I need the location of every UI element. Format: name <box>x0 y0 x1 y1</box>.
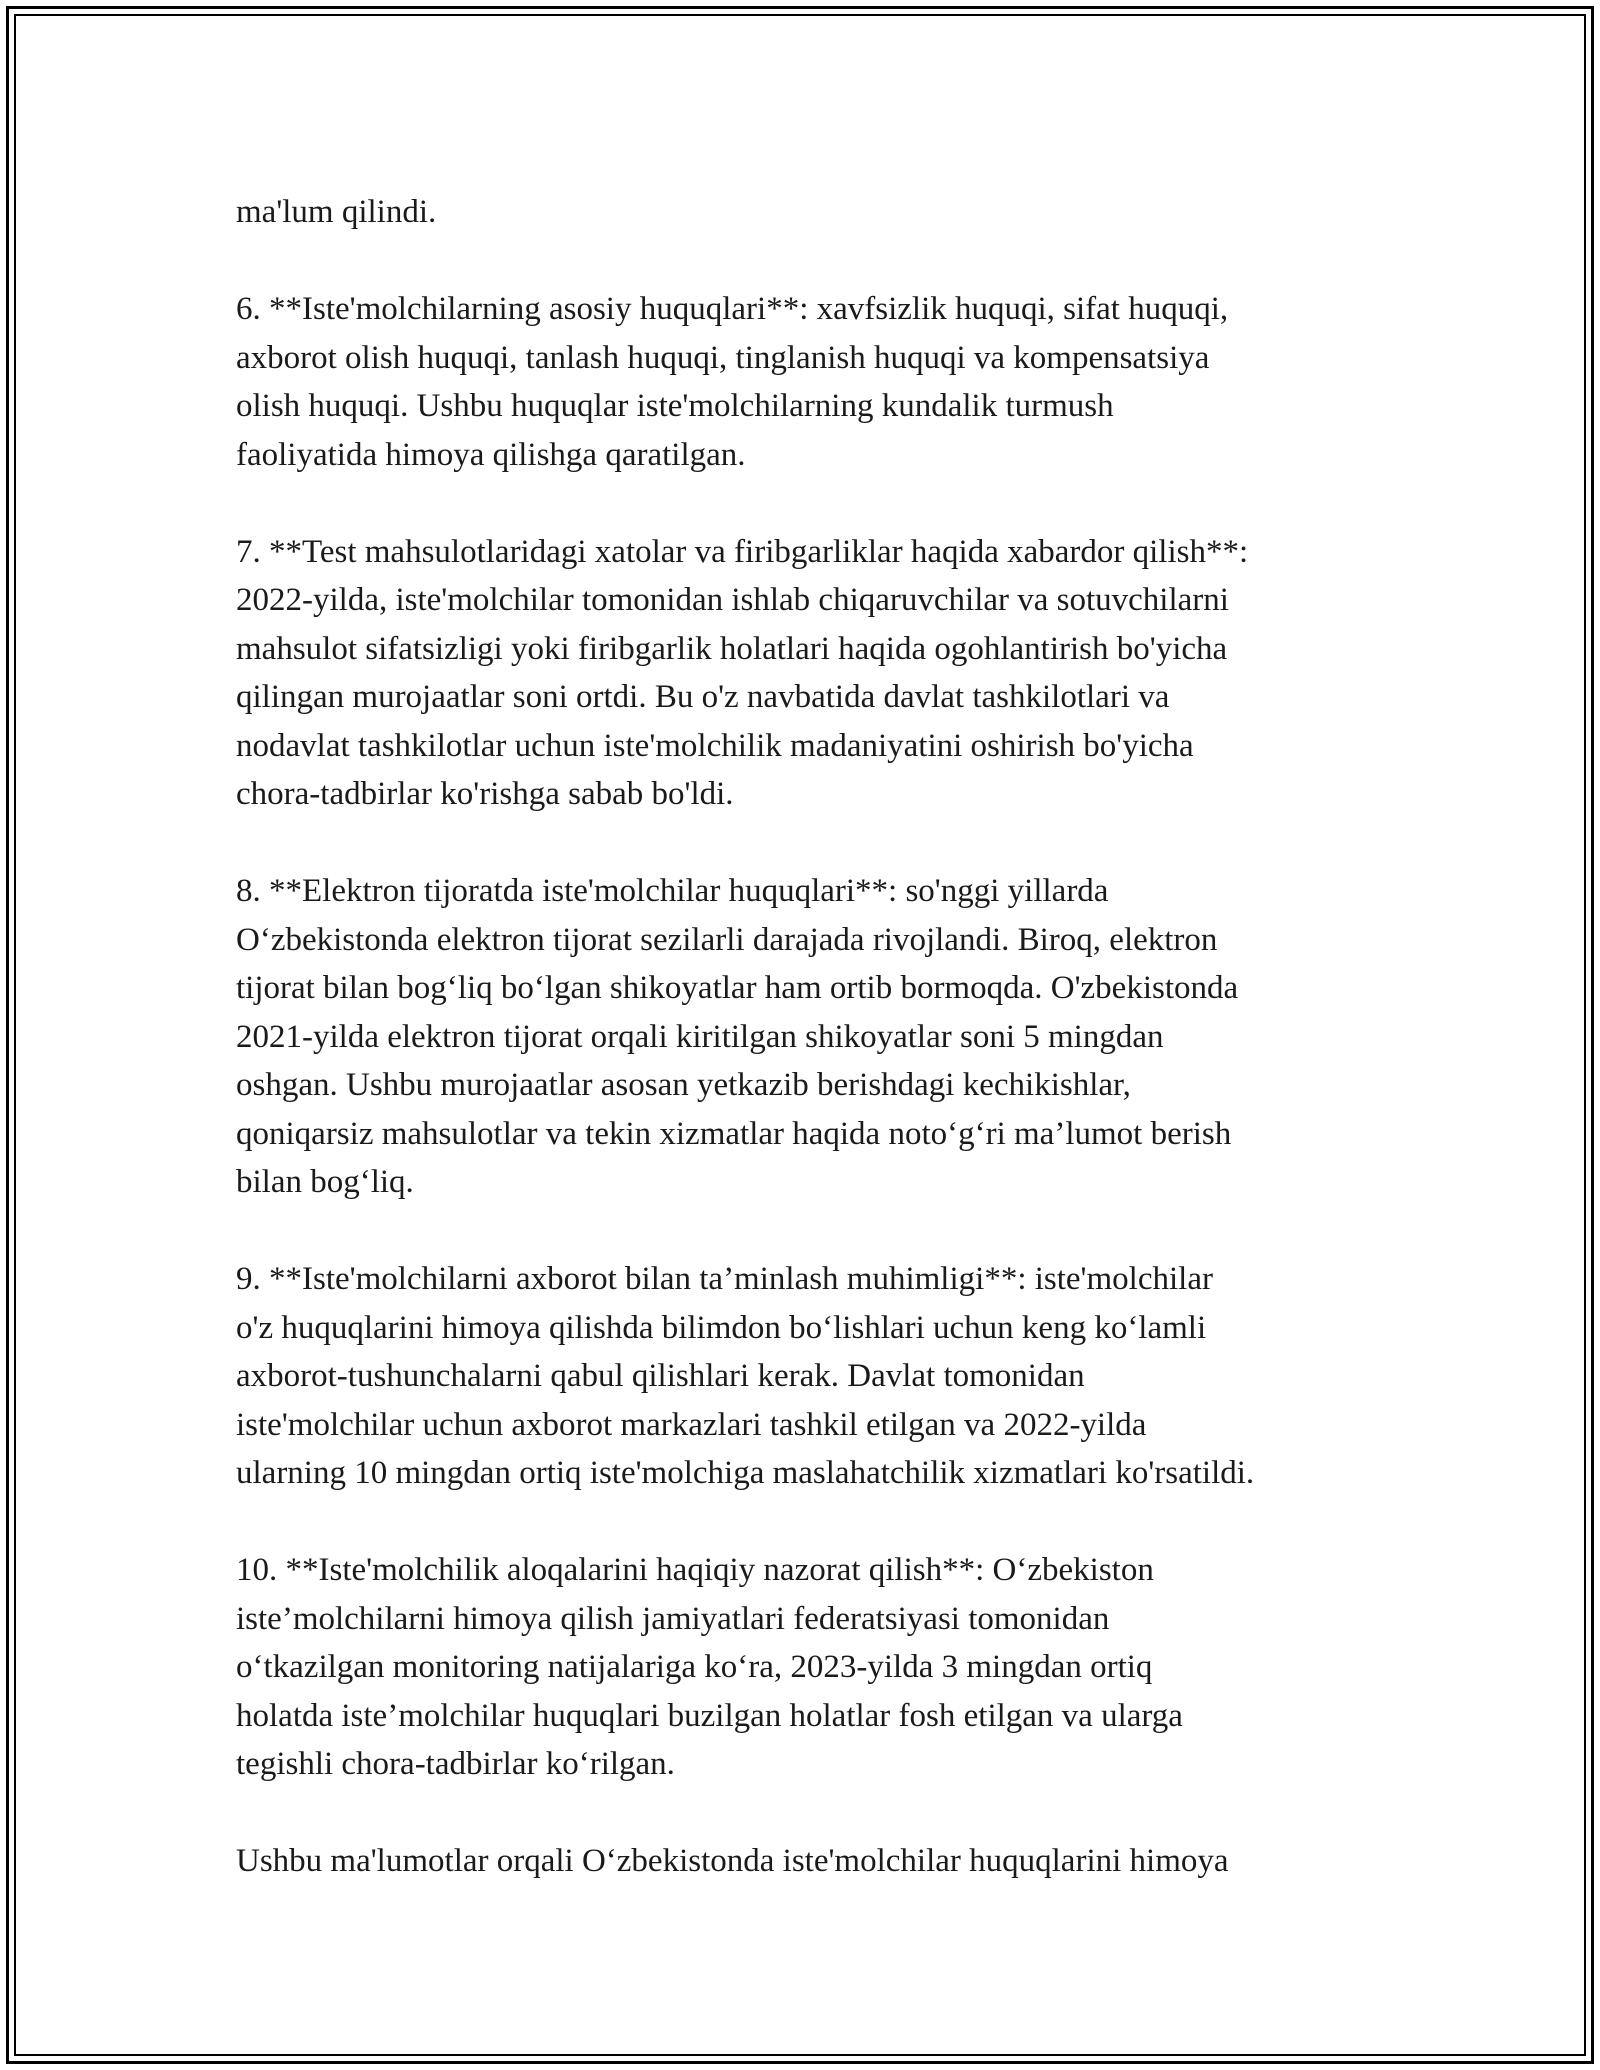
paragraph-conclusion: Ushbu ma'lumotlar orqali O‘zbekistonda iste'molchilar huquqlarini himoya <box>236 1843 1229 1879</box>
document-body <box>236 188 1376 1934</box>
paragraph-item-9: 9. **Iste'molchilarni axborot bilan ta’minlash muhimligi**: iste'molchilar o'z huquqlarini himoya qilishda bilimdon bo‘lishlari uchun keng ko‘lamli axborot-tushunchalarni qabul qilishlari kerak. Davlat tomonidan iste'molchilar uchun axborot markazlari tashkil etilgan va 2022-yilda ularning 10 mingdan ortiq iste'molchiga maslahatchilik xizmatlari ko'rsatildi. <box>236 1261 1255 1491</box>
paragraph-item-8: 8. **Elektron tijoratda iste'molchilar huquqlari**: so'nggi yillarda O‘zbekistonda elektron tijorat sezilarli darajada rivojlandi. Biroq, elektron tijorat bilan bog‘liq bo‘lgan shikoyatlar ham ortib bormoqda. O'zbekistonda 2021-yilda elektron tijorat orqali kiritilgan shikoyatlar soni 5 mingdan oshgan. Ushbu murojaatlar asosan yetkazib berishdagi kechikishlar, qoniqarsiz mahsulotlar va tekin xizmatlar haqida noto‘g‘ri ma’lumot berish bilan bog‘liq. <box>236 873 1239 1200</box>
paragraph-intro-continuation: ma'lum qilindi. <box>236 194 437 230</box>
paragraph-item-7: 7. **Test mahsulotlaridagi xatolar va firibgarliklar haqida xabardor qilish**: 2022-yilda, iste'molchilar tomonidan ishlab chiqaruvchilar va sotuvchilarni mahsulot sifatsizligi yoki firibgarlik holatlari haqida ogohlantirish bo'yicha qilingan murojaatlar soni ortdi. Bu o'z navbatida davlat tashkilotlari va nodavlat tashkilotlar uchun iste'molchilik madaniyatini oshirish bo'yicha chora-tadbirlar ko'rishga sabab bo'ldi. <box>236 533 1249 812</box>
paragraph-item-10: 10. **Iste'molchilik aloqalarini haqiqiy nazorat qilish**: O‘zbekiston iste’molchilarni himoya qilish jamiyatlari federatsiyasi tomonidan o‘tkazilgan monitoring natijalariga ko‘ra, 2023-yilda 3 mingdan ortiq holatda iste’molchilar huquqlari buzilgan holatlar fosh etilgan va ularga tegishli chora-tadbirlar ko‘rilgan. <box>236 1552 1183 1782</box>
paragraph-item-6: 6. **Iste'molchilarning asosiy huquqlari**: xavfsizlik huquqi, sifat huquqi, axborot olish huquqi, tanlash huquqi, tinglanish huquqi va kompensatsiya olish huquqi. Ushbu huquqlar iste'molchilarning kundalik turmush faoliyatida himoya qilishga qaratilgan. <box>236 291 1229 473</box>
